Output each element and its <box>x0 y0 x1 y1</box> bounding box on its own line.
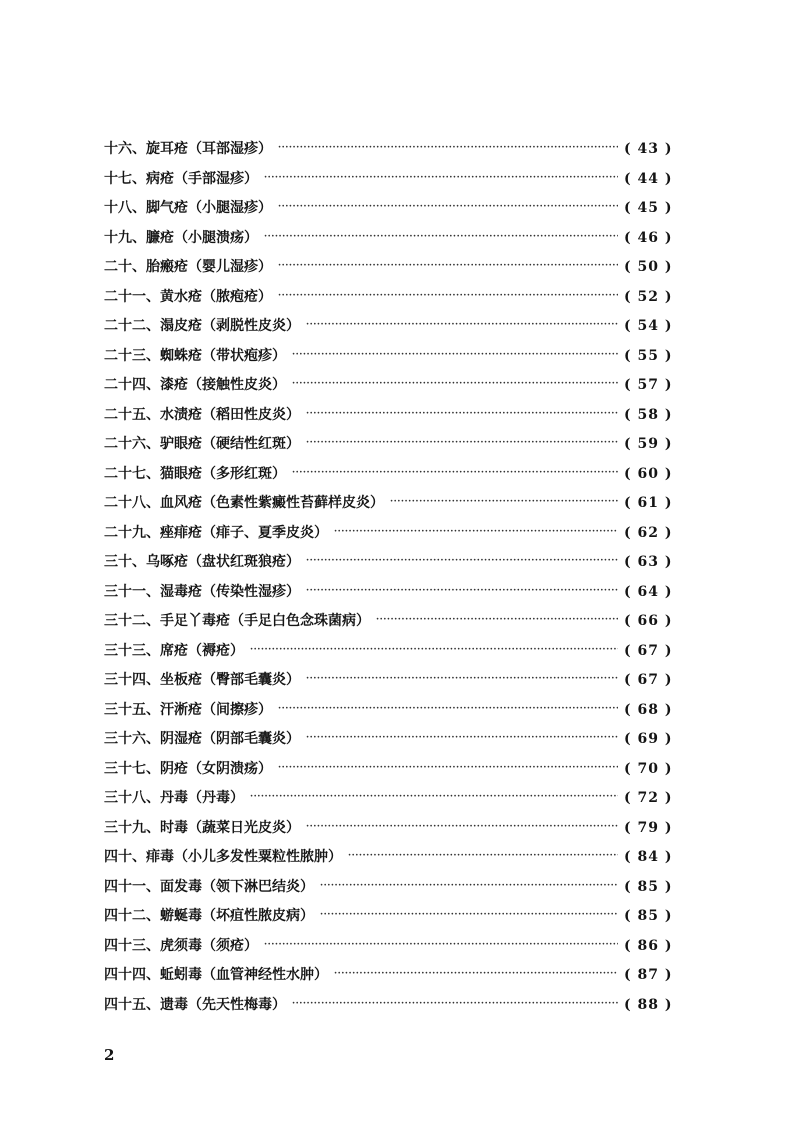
toc-dot-leader <box>306 438 618 448</box>
toc-dot-leader <box>264 940 618 950</box>
toc-dot-leader <box>320 910 618 920</box>
page-number: 2 <box>104 1046 115 1064</box>
toc-dot-leader <box>390 497 618 507</box>
toc-dot-leader <box>376 615 618 625</box>
toc-dot-leader <box>306 674 618 684</box>
toc-entry-title: 三十二、手足丫毒疮（手足白色念珠菌病） <box>104 613 370 629</box>
toc-entry <box>104 345 672 375</box>
toc-entry-title: 四十一、面发毒（领下淋巴结炎） <box>104 878 314 895</box>
toc-entry-page: ( 70 ) <box>624 760 673 777</box>
toc-entry <box>104 728 672 758</box>
toc-dot-leader <box>306 409 618 419</box>
toc-entry <box>104 846 672 876</box>
toc-entry <box>104 551 672 581</box>
toc-entry-page: ( 52 ) <box>624 288 673 305</box>
toc-entry-page: ( 69 ) <box>624 731 673 747</box>
toc-dot-leader <box>264 232 618 242</box>
toc-entry <box>104 492 672 522</box>
toc-entry-page: ( 46 ) <box>624 229 673 246</box>
toc-dot-leader <box>306 586 618 596</box>
toc-entry-page: ( 50 ) <box>624 259 673 275</box>
table-of-contents <box>104 138 672 1023</box>
toc-dot-leader <box>250 645 618 655</box>
toc-dot-leader <box>334 527 618 537</box>
toc-entry <box>104 433 672 463</box>
toc-dot-leader <box>306 733 618 743</box>
toc-entry <box>104 168 672 198</box>
toc-entry-title: 三十四、坐板疮（臀部毛囊炎） <box>104 672 300 688</box>
toc-entry <box>104 994 672 1024</box>
toc-entry-title: 二十九、痤痱疮（痱子、夏季皮炎） <box>104 524 328 541</box>
toc-entry <box>104 581 672 611</box>
toc-entry-title: 二十七、猫眼疮（多形红斑） <box>104 465 286 482</box>
toc-dot-leader <box>306 320 618 330</box>
toc-entry <box>104 817 672 847</box>
toc-entry <box>104 227 672 257</box>
toc-entry <box>104 256 672 286</box>
toc-entry <box>104 463 672 493</box>
toc-entry <box>104 374 672 404</box>
toc-dot-leader <box>306 556 618 566</box>
toc-dot-leader <box>278 763 618 773</box>
toc-entry-title: 四十二、蝣蜒毒（坏疽性脓皮病） <box>104 908 314 924</box>
toc-entry-page: ( 67 ) <box>624 642 673 659</box>
toc-entry-page: ( 87 ) <box>624 967 673 983</box>
toc-entry <box>104 610 672 640</box>
toc-entry <box>104 876 672 906</box>
toc-dot-leader <box>292 379 618 389</box>
toc-dot-leader <box>250 792 618 802</box>
toc-entry <box>104 286 672 316</box>
toc-entry-page: ( 67 ) <box>624 672 673 688</box>
toc-entry-page: ( 61 ) <box>624 495 673 511</box>
toc-entry-title: 十七、病疮（手部湿疹） <box>104 170 258 187</box>
toc-dot-leader <box>292 999 618 1009</box>
toc-entry-title: 十九、臁疮（小腿溃疡） <box>104 229 258 246</box>
toc-dot-leader <box>278 143 618 153</box>
toc-dot-leader <box>278 202 618 212</box>
toc-entry <box>104 404 672 434</box>
toc-entry-title: 十六、旋耳疮（耳部湿疹） <box>104 141 272 157</box>
toc-entry-page: ( 59 ) <box>624 436 673 452</box>
toc-entry <box>104 138 672 168</box>
toc-entry-title: 三十九、时毒（蔬菜日光皮炎） <box>104 819 300 836</box>
toc-entry-page: ( 44 ) <box>624 170 673 187</box>
toc-entry <box>104 640 672 670</box>
toc-entry-page: ( 85 ) <box>624 908 673 924</box>
toc-entry <box>104 522 672 552</box>
toc-entry-page: ( 54 ) <box>624 318 673 334</box>
toc-entry-page: ( 55 ) <box>624 347 673 364</box>
toc-entry <box>104 935 672 965</box>
toc-entry-page: ( 57 ) <box>624 377 673 393</box>
toc-dot-leader <box>292 468 618 478</box>
toc-entry-title: 四十三、虎须毒（须疮） <box>104 937 258 954</box>
toc-dot-leader <box>334 969 618 979</box>
toc-entry-title: 三十八、丹毒（丹毒） <box>104 790 244 806</box>
toc-entry-page: ( 43 ) <box>624 141 673 157</box>
toc-entry-page: ( 60 ) <box>624 465 673 482</box>
toc-entry <box>104 787 672 817</box>
toc-entry-title: 三十、乌啄疮（盘状红斑狼疮） <box>104 554 300 570</box>
toc-entry <box>104 669 672 699</box>
toc-entry <box>104 699 672 729</box>
toc-entry-title: 二十二、溻皮疮（剥脱性皮炎） <box>104 318 300 334</box>
toc-entry-title: 四十四、蚯蚓毒（血管神经性水肿） <box>104 967 328 983</box>
toc-dot-leader <box>278 704 618 714</box>
toc-entry-title: 二十、胎瘢疮（婴儿湿疹） <box>104 259 272 275</box>
toc-entry-title: 十八、脚气疮（小腿湿疹） <box>104 200 272 216</box>
toc-entry-page: ( 58 ) <box>624 406 673 423</box>
toc-entry-title: 三十五、汗淅疮（间擦疹） <box>104 701 272 718</box>
toc-entry-title: 二十四、漆疮（接触性皮炎） <box>104 377 286 393</box>
toc-dot-leader <box>278 261 618 271</box>
toc-entry-title: 二十八、血风疮（色素性紫癜性苔藓样皮炎） <box>104 495 384 511</box>
toc-entry-page: ( 72 ) <box>624 790 673 806</box>
toc-dot-leader <box>292 350 618 360</box>
toc-entry-title: 三十三、席疮（褥疮） <box>104 642 244 659</box>
toc-dot-leader <box>264 173 618 183</box>
toc-entry-title: 三十一、湿毒疮（传染性湿疹） <box>104 583 300 600</box>
toc-entry-page: ( 84 ) <box>624 849 673 865</box>
toc-entry-title: 二十六、驴眼疮（硬结性红斑） <box>104 436 300 452</box>
toc-dot-leader <box>348 851 618 861</box>
toc-dot-leader <box>320 881 618 891</box>
toc-entry-title: 三十六、阴湿疮（阴部毛囊炎） <box>104 731 300 747</box>
toc-entry-page: ( 68 ) <box>624 701 673 718</box>
toc-entry <box>104 758 672 788</box>
toc-entry-title: 二十一、黄水疮（脓疱疮） <box>104 288 272 305</box>
toc-entry-page: ( 88 ) <box>624 996 673 1013</box>
toc-entry-title: 四十五、遗毒（先天性梅毒） <box>104 996 286 1013</box>
toc-entry-title: 二十三、蜘蛛疮（带状疱疹） <box>104 347 286 364</box>
toc-entry-page: ( 85 ) <box>624 878 673 895</box>
toc-entry <box>104 197 672 227</box>
toc-entry-page: ( 45 ) <box>624 200 673 216</box>
toc-dot-leader <box>306 822 618 832</box>
toc-entry-title: 四十、痱毒（小儿多发性粟粒性脓肿） <box>104 849 342 865</box>
toc-entry-page: ( 63 ) <box>624 554 673 570</box>
toc-entry-page: ( 79 ) <box>624 819 673 836</box>
toc-entry <box>104 315 672 345</box>
toc-entry-page: ( 62 ) <box>624 524 673 541</box>
toc-entry-page: ( 64 ) <box>624 583 673 600</box>
toc-entry-title: 三十七、阴疮（女阴溃疡） <box>104 760 272 777</box>
toc-entry <box>104 964 672 994</box>
toc-entry-page: ( 86 ) <box>624 937 673 954</box>
toc-entry <box>104 905 672 935</box>
toc-dot-leader <box>278 291 618 301</box>
toc-entry-page: ( 66 ) <box>624 613 673 629</box>
toc-entry-title: 二十五、水渍疮（稻田性皮炎） <box>104 406 300 423</box>
